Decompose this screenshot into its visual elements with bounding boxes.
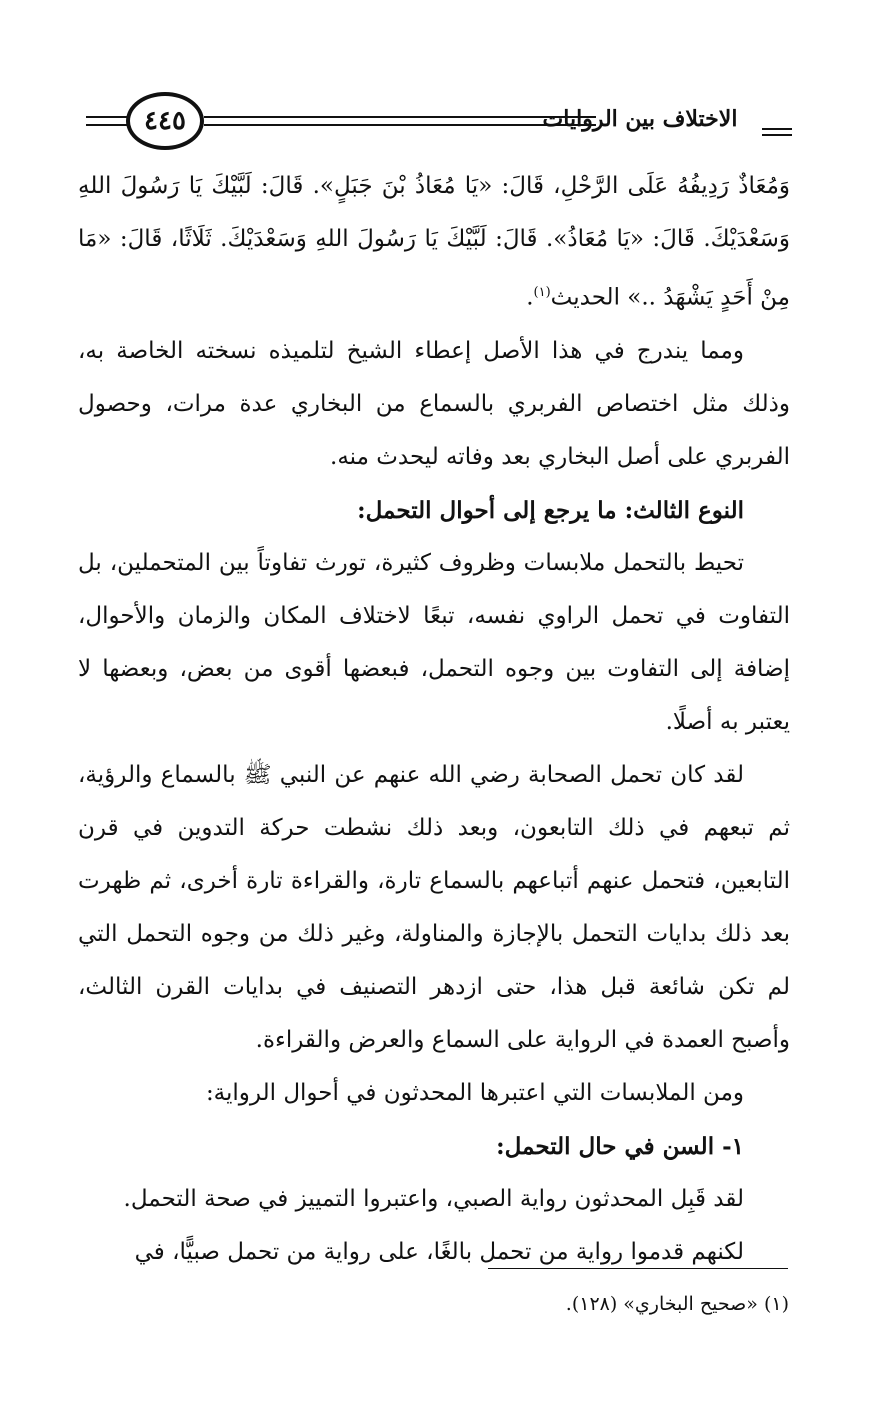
header-rule	[86, 124, 130, 126]
footnote-reference: (١)	[533, 285, 551, 300]
paragraph: لكنهم قدموا رواية من تحمل بالغًا، على رواية من تحمل صبيًّا، في	[134, 1238, 744, 1265]
paragraph: ومن الملابسات التي اعتبرها المحدثون في أحوال الرواية:	[205, 1079, 744, 1106]
paragraph: لقد كان تحمل الصحابة رضي الله عنهم عن النبي ﷺ بالسماع والرؤية، ثم تبعهم في ذلك التابعون، وبعد ذلك نشطت حركة التدوين في قرن التابعين، فتحمل عنهم أتباعهم بالسماع تارة، والقراءة تارة أخرى، ثم ظهرت بعد ذلك بدايات التحمل بالإجازة والمناولة، وغير ذلك من وجوه التحمل التي لم تكن شائعة قبل هذا، حتى ازدهر التصنيف في بدايات القرن الثالث، وأصبح العمدة في الرواية على السماع والعرض والقراءة.	[78, 761, 790, 1053]
header-rule	[86, 116, 130, 118]
paragraph: تحيط بالتحمل ملابسات وظروف كثيرة، تورث تفاوتاً بين المتحملين، بل التفاوت في تحمل الراوي نفسه، تبعًا لاختلاف المكان والزمان والأحوال، إضافة إلى التفاوت بين وجوه التحمل، فبعضها أقوى من بعض، وبعضها لا يعتبر به أصلًا.	[78, 549, 790, 735]
header-rule	[762, 134, 792, 136]
page-number: ٤٤٥	[126, 92, 204, 150]
footnote-separator	[488, 1268, 788, 1269]
header-rule	[762, 128, 792, 130]
page-header	[86, 92, 792, 154]
paragraph	[78, 160, 790, 325]
punctuation: .	[526, 284, 534, 311]
footnote: (١) «صحيح البخاري» (١٢٨).	[565, 1293, 789, 1315]
main-text	[78, 160, 790, 1279]
section-heading: النوع الثالث: ما يرجع إلى أحوال التحمل:	[357, 496, 744, 524]
subsection-heading: ١- السن في حال التحمل:	[496, 1132, 744, 1160]
running-title: الاختلاف بين الروايات	[542, 106, 738, 132]
hadith-text: وَمُعَاذٌ رَدِيفُهُ عَلَى الرَّحْلِ، قَالَ: «يَا مُعَاذُ بْنَ جَبَلٍ». قَالَ: لَبَّيْكَ يَا رَسُولَ اللهِ وَسَعْدَيْكَ. قَالَ: «يَا مُعَاذُ». قَالَ: لَبَّيْكَ يَا رَسُولَ اللهِ وَسَعْدَيْكَ. ثَلَاثًا، قَالَ: «مَا مِنْ أَحَدٍ يَشْهَدُ ..» الحديث	[78, 173, 790, 311]
paragraph: لقد قَبِل المحدثون رواية الصبي، واعتبروا التمييز في صحة التحمل.	[123, 1185, 744, 1212]
paragraph: ومما يندرج في هذا الأصل إعطاء الشيخ لتلميذه نسخته الخاصة به، وذلك مثل اختصاص الفربري بالسماع من البخاري عدة مرات، وحصول الفربري على أصل البخاري بعد وفاته ليحدث منه.	[78, 337, 790, 470]
